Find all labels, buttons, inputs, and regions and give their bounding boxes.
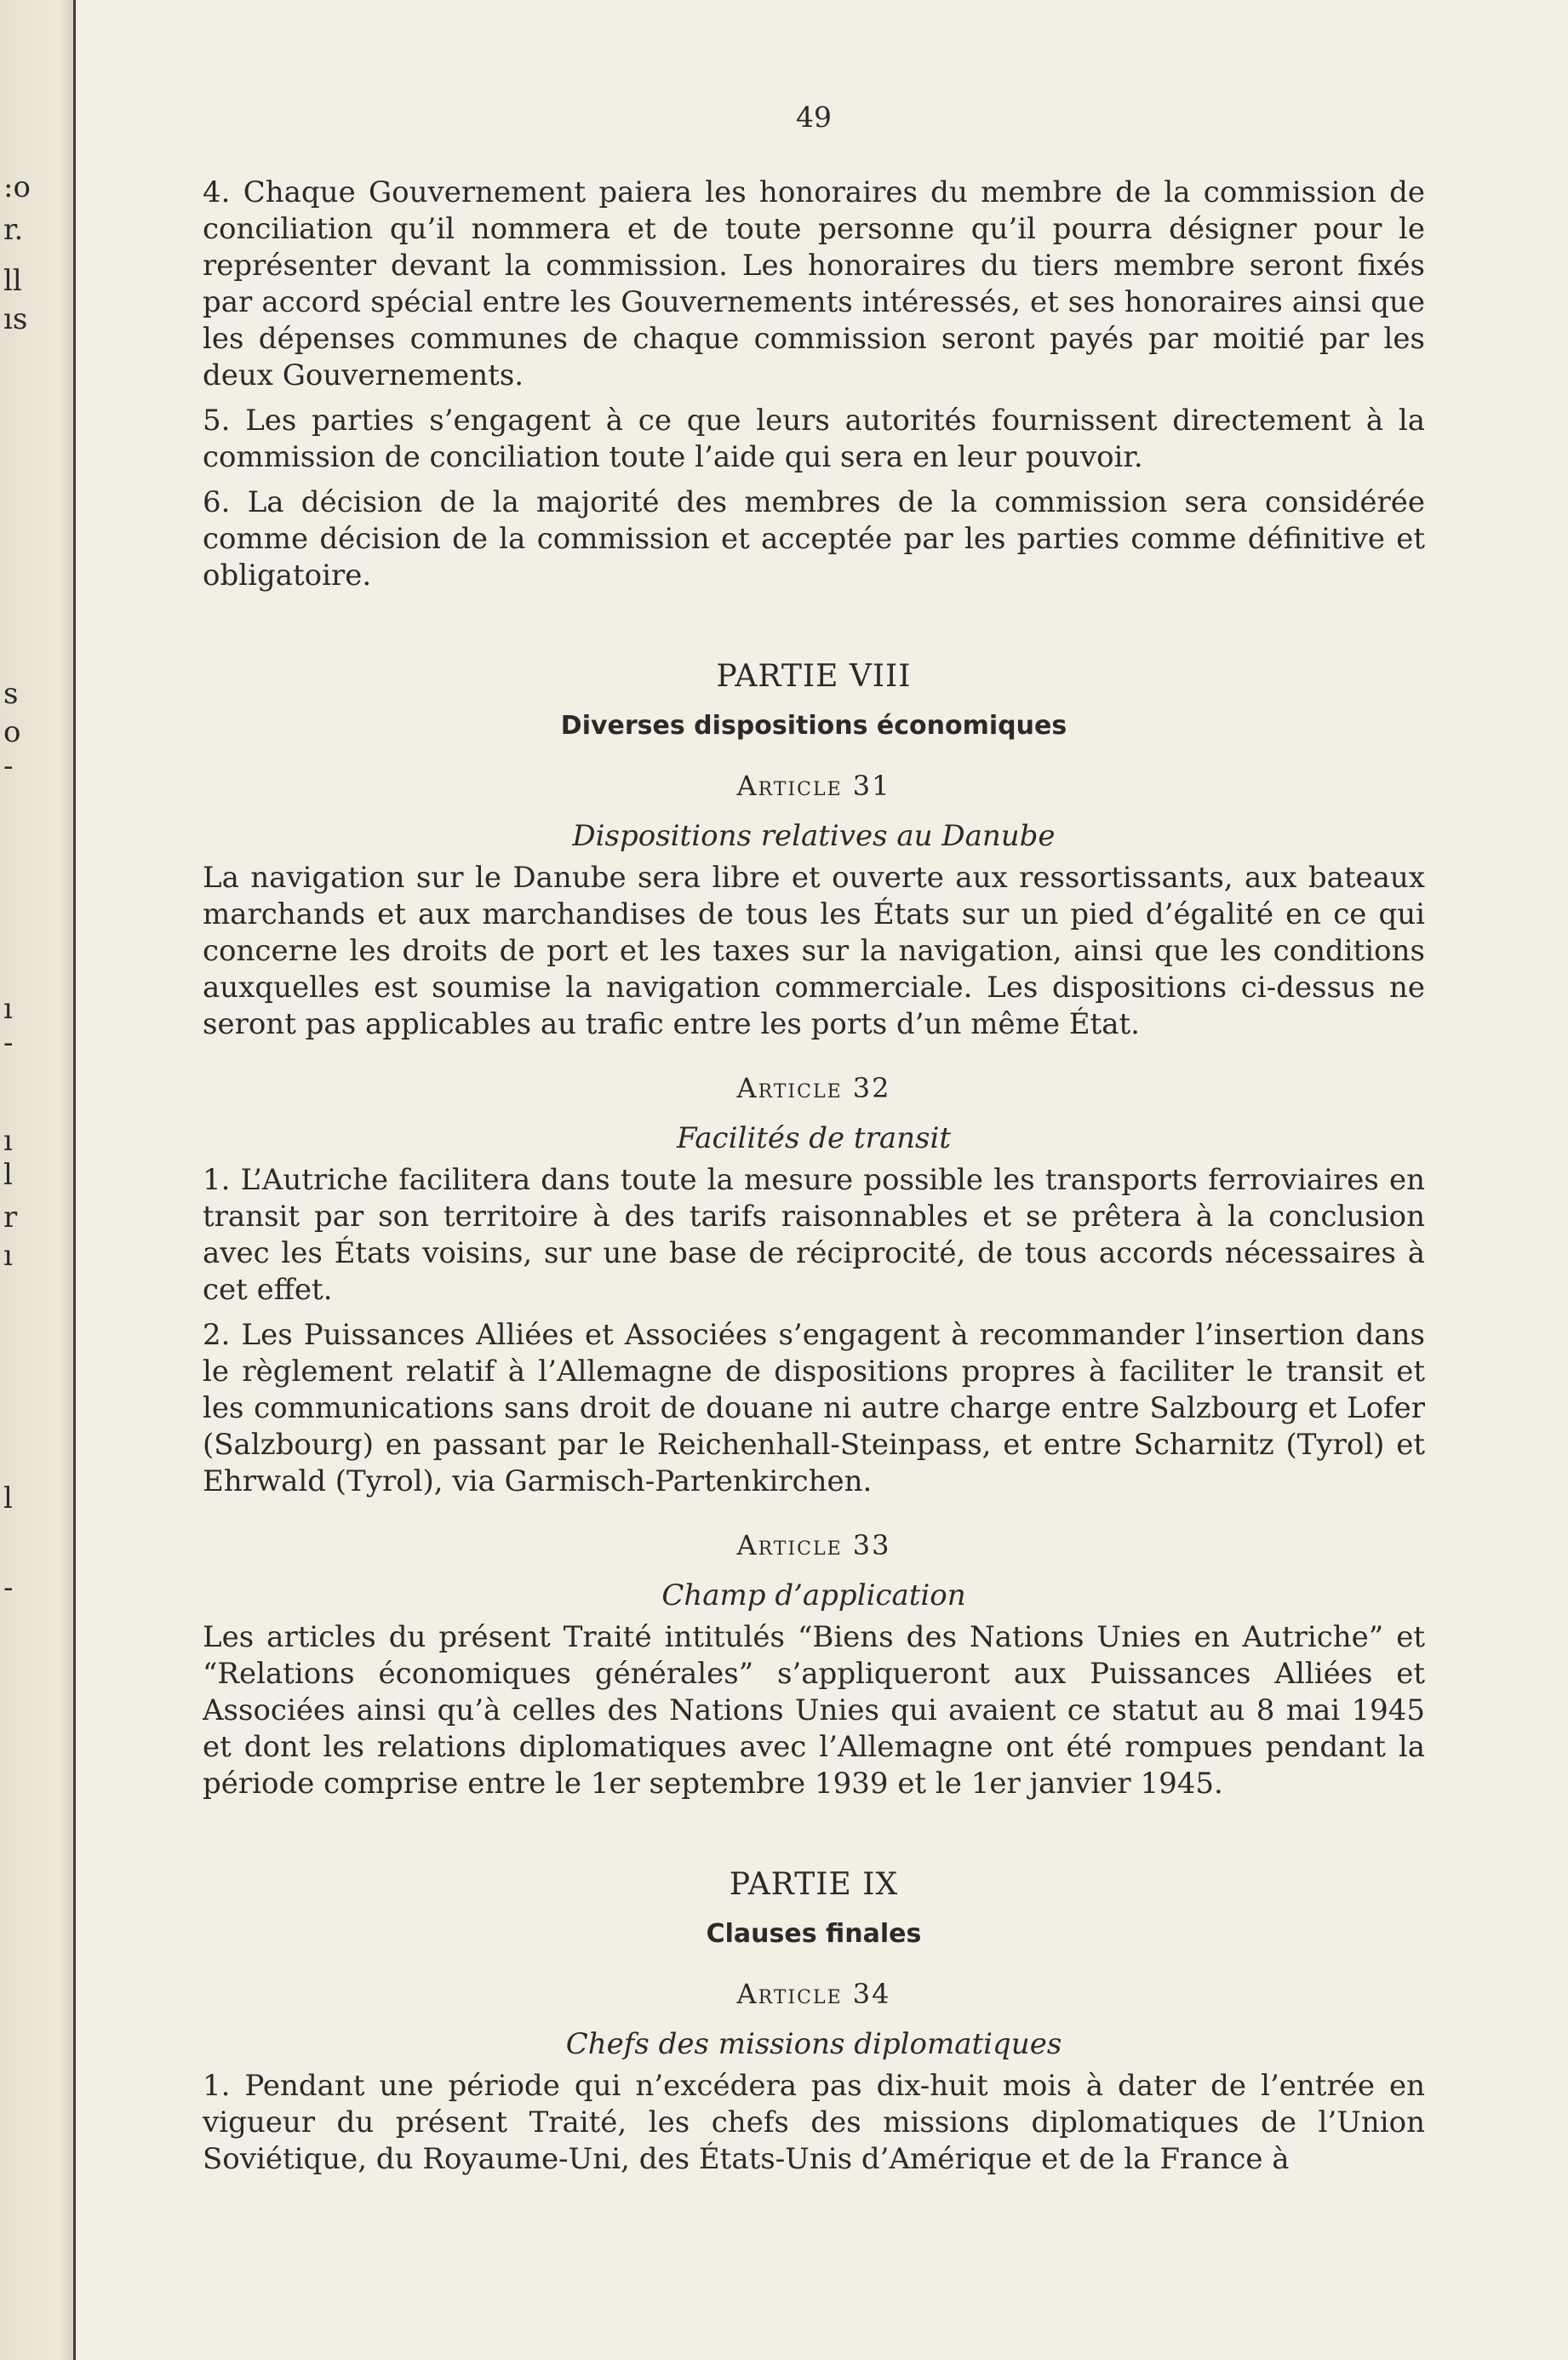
gutter-marks xyxy=(3,0,37,2360)
paragraph: 5. Les parties s’engagent à ce que leurs autorités fournissent directement à la commission de conciliation toute l’aide qui sera en leur pouvoir. xyxy=(203,404,1425,474)
article-title: Dispositions relatives au Danube xyxy=(572,819,1056,853)
gutter-mark: r xyxy=(3,1200,18,1234)
paragraph: 6. La décision de la majorité des membres de la commission sera considérée comme décision de la commission et acceptée par les parties comme définitive et obligatoire. xyxy=(203,485,1425,593)
gutter-mark: ı xyxy=(3,1124,13,1158)
article-heading: Article 33 xyxy=(736,1529,891,1561)
gutter-mark: r. xyxy=(3,213,24,247)
gutter-mark: ı xyxy=(3,992,13,1026)
paragraph: Les articles du présent Traité intitulés “Biens des Nations Unies en Autriche” et “Relations économiques générales” s’appliqueront aux Puissances Alliées et Associées ainsi qu’à celles des Nations Unies qui avaient ce statut au 8 mai 1945 et dont les relations diplomatiques avec l’Allemagne ont été rompues pendant la période comprise entre le 1er septembre 1939 et le 1er janvier 1945. xyxy=(203,1620,1425,1801)
paragraph: 2. Les Puissances Alliées et Associées s’engagent à recommander l’insertion dans le règlement relatif à l’Allemagne de dispositions propres à faciliter le transit et les communications sans droit de douane ni autre charge entre Salzbourg et Lofer (Salzbourg) en passant par le Reichenhall-Steinpass, et entre Scharnitz (Tyrol) et Ehrwald (Tyrol), via Garmisch-Partenkirchen. xyxy=(203,1318,1425,1498)
part-subtitle: Clauses finales xyxy=(706,1919,922,1949)
paragraph: 1. Pendant une période qui n’excédera pas dix-huit mois à dater de l’entrée en vigueur du présent Traité, les chefs des missions diplomatiques de l’Union Soviétique, du Royaume-Uni, des États-Unis d’Amérique et de la France à xyxy=(203,2069,1425,2176)
page-number: 49 xyxy=(796,100,832,134)
part-heading: PARTIE IX xyxy=(729,1867,899,1902)
article-title: Champ d’application xyxy=(661,1578,966,1612)
gutter-mark: :o xyxy=(3,170,31,204)
article-heading: Article 34 xyxy=(736,1978,891,2010)
part-heading: PARTIE VIII xyxy=(716,659,912,694)
article-title: Facilités de transit xyxy=(676,1121,952,1155)
article-title: Chefs des missions diplomatiques xyxy=(565,2027,1062,2061)
gutter-mark: ll xyxy=(3,264,22,298)
paragraph: 4. Chaque Gouvernement paiera les honoraires du membre de la commission de conciliation qu’il nommera et de toute personne qu’il pourra désigner pour le représenter devant la commission. Les honoraires du tiers membre seront fixés par accord spécial entre les Gouvernements intéressés, et ses honoraires ainsi que les dépenses communes de chaque commission seront payés par moitié par les deux Gouvernements. xyxy=(203,175,1425,392)
gutter-mark: l xyxy=(3,1481,13,1515)
document-page xyxy=(203,100,1425,2178)
binding-gutter xyxy=(0,0,76,2360)
gutter-mark: - xyxy=(3,1026,14,1060)
gutter-mark: o xyxy=(3,715,21,749)
gutter-mark: ı xyxy=(3,1239,13,1273)
article-heading: Article 31 xyxy=(736,770,891,802)
gutter-mark: l xyxy=(3,1158,13,1192)
paragraph: La navigation sur le Danube sera libre et ouverte aux ressortissants, aux bateaux marchands et aux marchandises de tous les États sur un pied d’égalité en ce qui concerne les droits de port et les taxes sur la navigation, ainsi que les conditions auxquelles est soumise la navigation commerciale. Les dispositions ci-dessus ne seront pas applicables au trafic entre les ports d’un même État. xyxy=(203,861,1425,1041)
article-heading: Article 32 xyxy=(736,1072,891,1104)
gutter-mark: ıs xyxy=(3,302,28,336)
gutter-mark: s xyxy=(3,677,19,711)
paragraph: 1. L’Autriche facilitera dans toute la mesure possible les transports ferroviaires en transit par son territoire à des tarifs raisonnables et se prêtera à la conclusion avec les États voisins, sur une base de réciprocité, de tous accords nécessaires à cet effet. xyxy=(203,1163,1425,1307)
gutter-mark: - xyxy=(3,1571,14,1605)
gutter-mark: - xyxy=(3,749,14,783)
part-subtitle: Diverses dispositions économiques xyxy=(560,711,1067,741)
